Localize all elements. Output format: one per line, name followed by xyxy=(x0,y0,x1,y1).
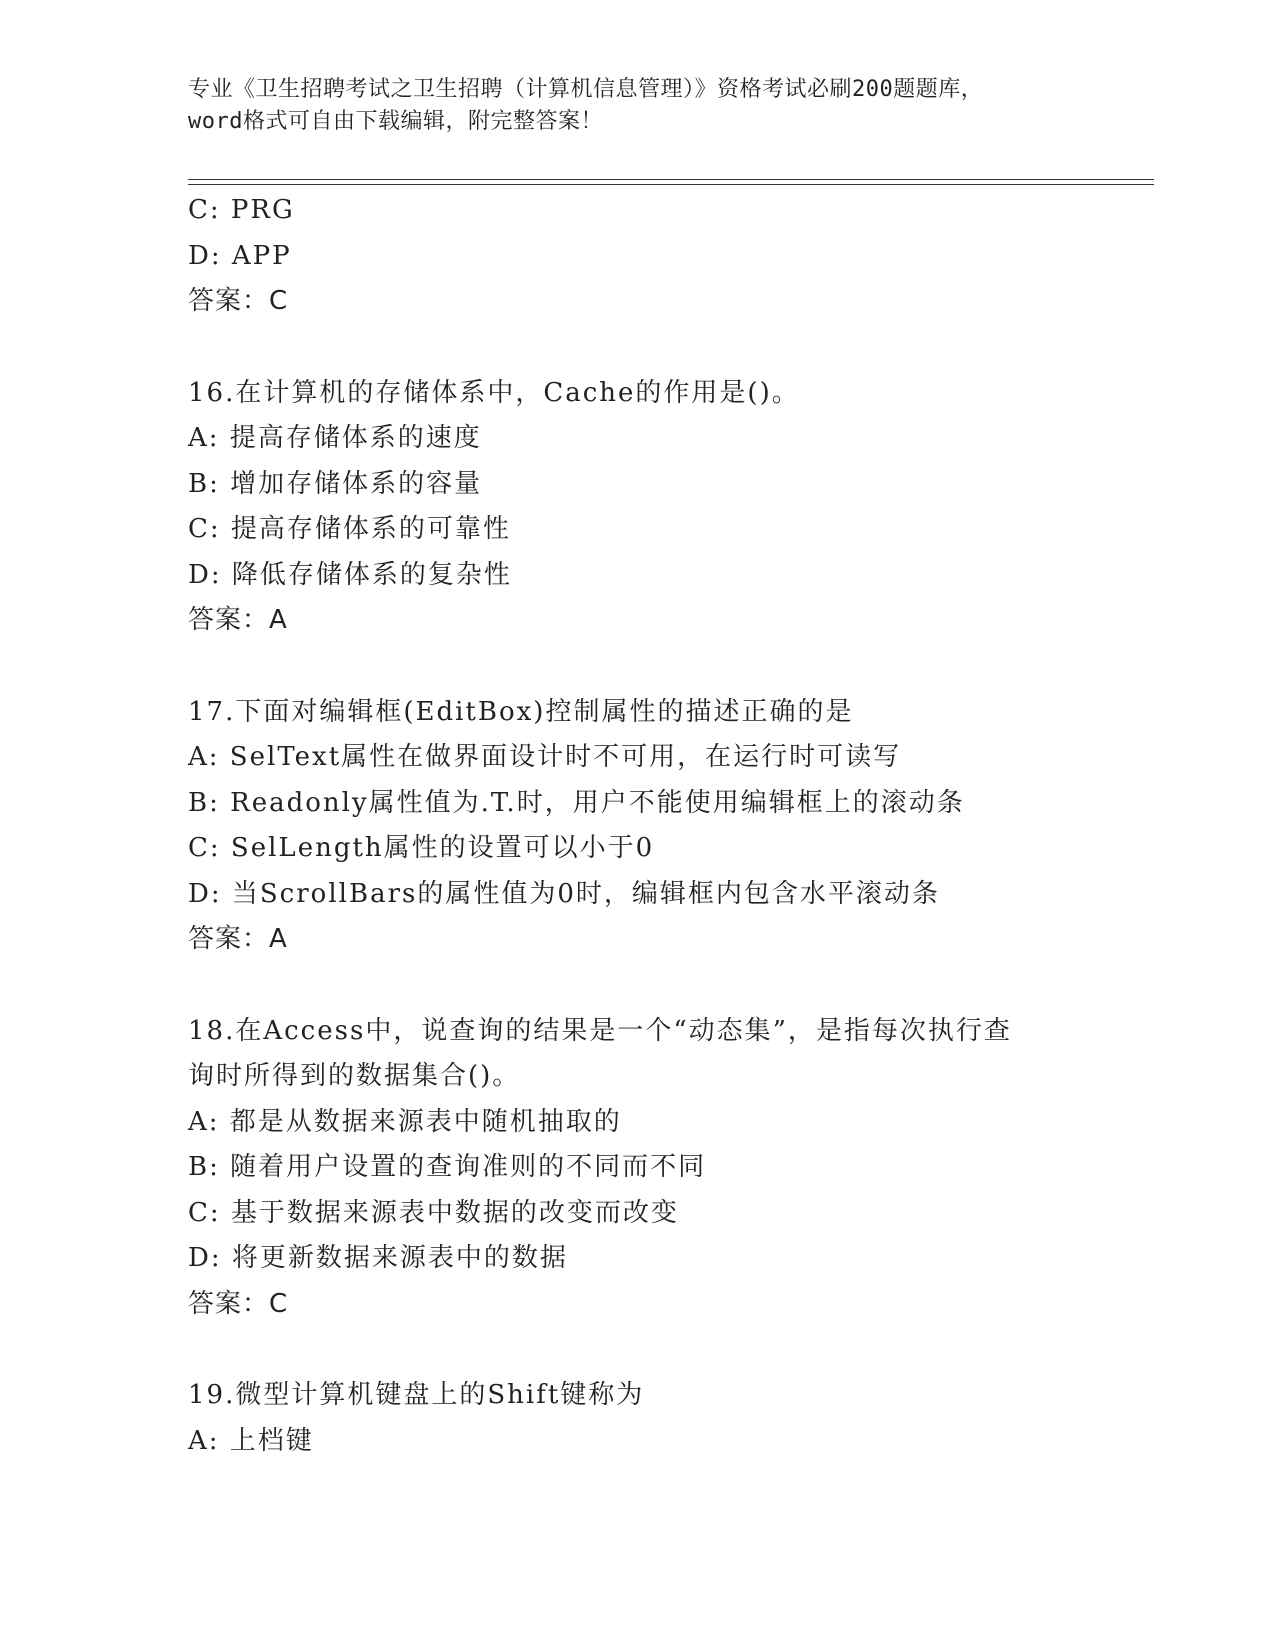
option-c: C: 基于数据来源表中数据的改变而改变 xyxy=(188,1197,679,1228)
question-text-line-1: 18.在Access中，说查询的结果是一个“动态集”，是指每次执行查 xyxy=(188,1015,1012,1046)
question-16 xyxy=(188,371,1148,644)
option-d: D: APP xyxy=(188,240,292,271)
question-15-continued xyxy=(188,188,1148,325)
answer-line: 答案：A xyxy=(188,924,288,954)
question-17 xyxy=(188,690,1148,963)
option-b: B: 增加存储体系的容量 xyxy=(188,468,483,499)
header-line-2: word格式可自由下载编辑，附完整答案！ xyxy=(188,109,603,134)
header-divider-top xyxy=(188,179,1154,180)
question-18 xyxy=(188,1009,1148,1328)
spacer xyxy=(188,1327,1148,1373)
option-b: B: Readonly属性值为.T.时，用户不能使用编辑框上的滚动条 xyxy=(188,787,965,818)
question-text: 16.在计算机的存储体系中，Cache的作用是()。 xyxy=(188,377,800,408)
question-list xyxy=(188,188,1148,1464)
answer-line: 答案：A xyxy=(188,605,288,635)
option-c: C: PRG xyxy=(188,195,295,225)
question-19 xyxy=(188,1373,1148,1464)
question-text: 17.下面对编辑框(EditBox)控制属性的描述正确的是 xyxy=(188,696,854,727)
option-d: D: 降低存储体系的复杂性 xyxy=(188,559,512,590)
option-c: C: SelLength属性的设置可以小于0 xyxy=(188,833,655,863)
option-a: A: 提高存储体系的速度 xyxy=(188,423,482,453)
option-a: A: 都是从数据来源表中随机抽取的 xyxy=(188,1106,622,1137)
header-line-1: 专业《卫生招聘考试之卫生招聘（计算机信息管理）》资格考试必刷200题题库， xyxy=(188,77,984,102)
answer-line: 答案：C xyxy=(188,1288,289,1319)
option-b: B: 随着用户设置的查询准则的不同而不同 xyxy=(188,1152,707,1182)
option-d: D: 当ScrollBars的属性值为0时，编辑框内包含水平滚动条 xyxy=(188,878,940,909)
answer-line: 答案：C xyxy=(188,286,289,316)
option-c: C: 提高存储体系的可靠性 xyxy=(188,514,511,544)
question-text: 19.微型计算机键盘上的Shift键称为 xyxy=(188,1380,645,1410)
document-header xyxy=(188,74,1088,138)
question-text-line-2: 询时所得到的数据集合()。 xyxy=(188,1061,521,1091)
spacer xyxy=(188,963,1148,1009)
option-a: A: SelText属性在做界面设计时不可用，在运行时可读写 xyxy=(188,742,902,772)
option-d: D: 将更新数据来源表中的数据 xyxy=(188,1243,568,1273)
spacer xyxy=(188,644,1148,690)
option-a: A: 上档键 xyxy=(188,1425,314,1456)
spacer xyxy=(188,325,1148,371)
header-divider-bottom xyxy=(188,184,1154,185)
